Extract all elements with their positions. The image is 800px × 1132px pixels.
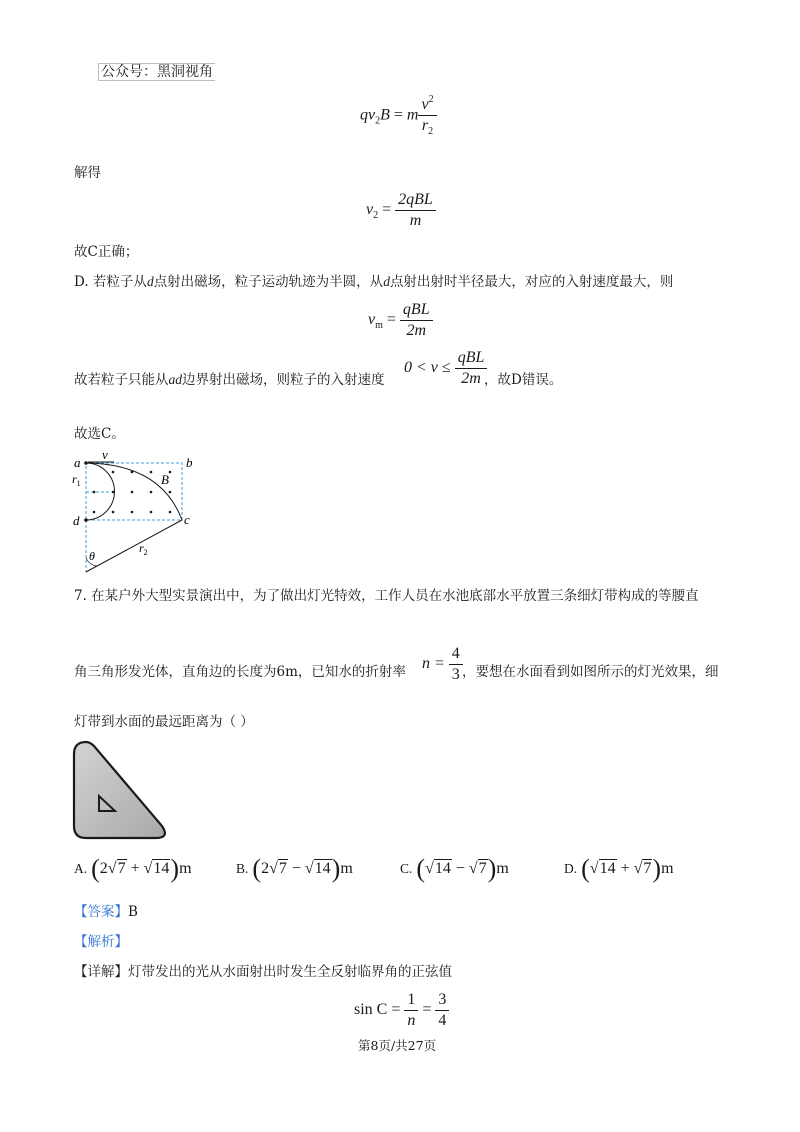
light-triangle-figure — [72, 740, 174, 842]
label-a: a — [74, 455, 81, 470]
question7-line2b: ，要想在水面看到如图所示的灯光效果，细 — [462, 664, 719, 680]
point-a — [84, 461, 88, 465]
velocity-range: 0 < v ≤ $\frac{\text{qBL}}{2m}$ — [404, 348, 487, 389]
page-footer: 第8页/共27页 — [358, 1038, 437, 1053]
radius-r2-line — [86, 520, 182, 572]
label-b: b — [186, 455, 193, 470]
equation-lorentz-force: $qv_2B = m$ $\frac{v^2}{r_2}$ — [360, 90, 437, 142]
question7-line1: 7. 在某户外大型实景演出中，为了做出灯光特效，工作人员在水池底部水平放置三条细灯带构成的等腰直 — [74, 588, 699, 604]
equation-v2: $v_2$ = $\frac{\text{2qBL}}{m}$ — [366, 190, 436, 231]
question7-line2a: 角三角形发光体，直角边的长度为6m，已知水的折射率 — [74, 664, 406, 680]
detail-line: 【详解】灯带发出的光从水面射出时发生全反射临界角的正弦值 — [74, 964, 452, 980]
conclusion-d: ，故D错误。 — [484, 372, 563, 388]
refractive-index: n = $\frac{4}{3}$ — [422, 644, 463, 685]
label-d: d — [73, 513, 80, 528]
option-a[interactable]: A. (2√7 + √14)m — [74, 854, 192, 883]
label-r2: $r_2$ — [139, 541, 148, 557]
equation-sinc: sin C = $\frac{1}{n}$ = $\frac{3}{4}$ — [354, 990, 449, 1031]
analysis-tag: 【解析】 — [74, 934, 128, 950]
trajectory-semicircle — [86, 463, 115, 520]
jiede-text: 解得 — [74, 165, 101, 181]
label-B: B — [161, 472, 169, 487]
option-d-analysis: D. 若粒子从d点射出磁场，粒子运动轨迹为半圆，从d点射出射时半径最大，对应的入射速度最大，则 — [74, 274, 674, 290]
magnetic-field-figure — [66, 450, 206, 580]
glow-region — [74, 742, 165, 838]
equation-vm: $v_m$ = $\frac{\text{qBL}}{2m}$ — [368, 300, 433, 341]
watermark: 公众号：黑洞视角 — [98, 62, 215, 82]
option-d[interactable]: D. (√14 + √7)m — [564, 854, 674, 883]
label-r1: $r_1$ — [72, 472, 81, 488]
label-c: c — [184, 512, 190, 527]
field-dots — [93, 471, 172, 514]
question7-line3: 灯带到水面的最远距离为（ ） — [74, 714, 254, 730]
range-line: 故若粒子只能从ad边界射出磁场，则粒子的入射速度 — [74, 372, 385, 388]
answer-line: 【答案】B — [74, 904, 138, 920]
choose-answer: 故选C。 — [74, 426, 125, 442]
option-c[interactable]: C. (√14 − √7)m — [400, 854, 509, 883]
label-theta: θ — [89, 549, 95, 563]
conclusion-c: 故C正确； — [74, 244, 139, 260]
label-v: v — [102, 450, 108, 462]
option-b[interactable]: B. (2√7 − √14)m — [236, 854, 353, 883]
point-d — [84, 518, 88, 522]
